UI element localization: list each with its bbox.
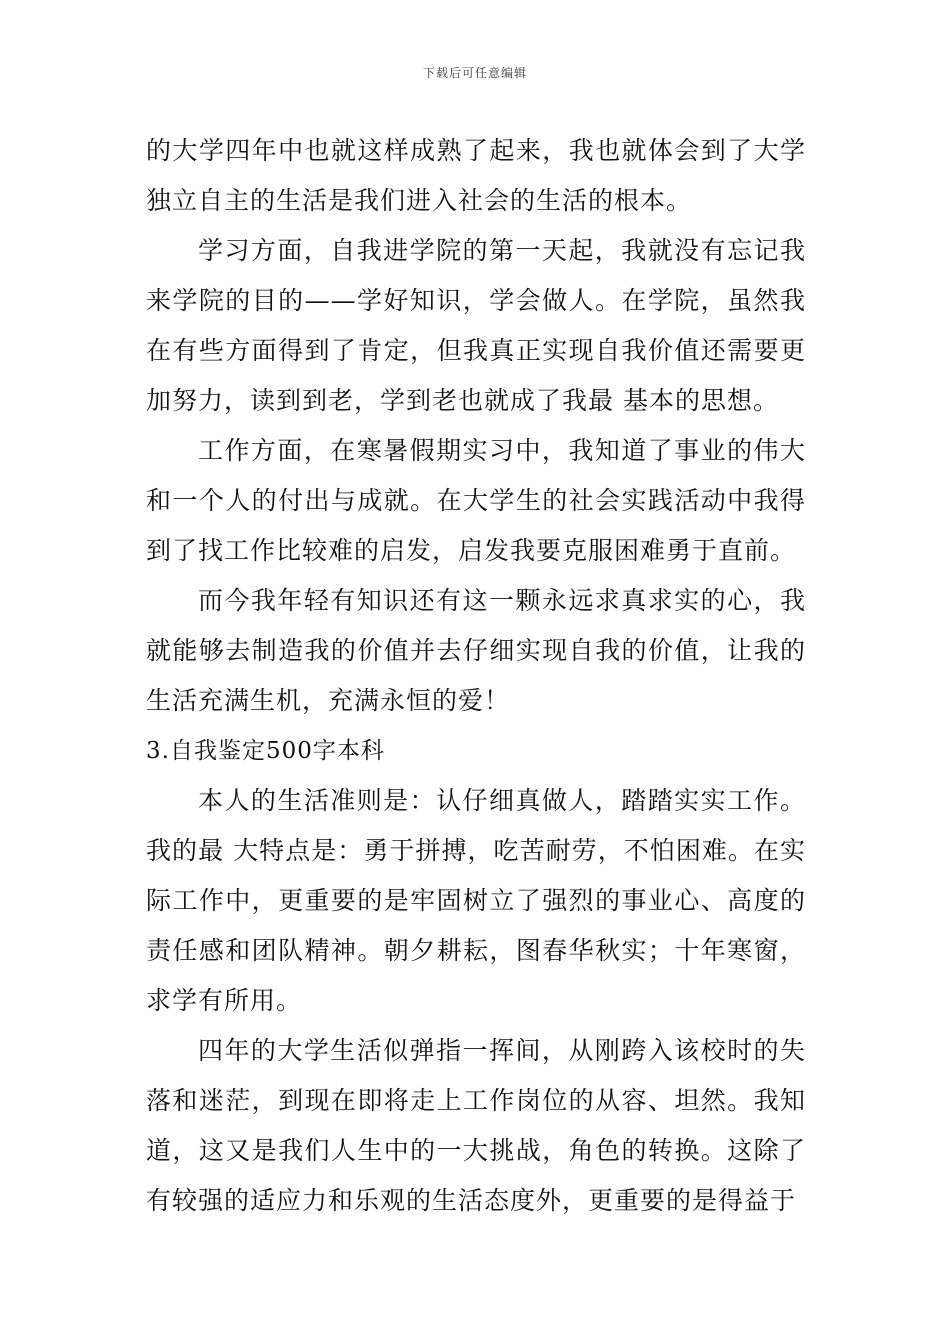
paragraph-study: 学习方面，自我进学院的第一天起，我就没有忘记我来学院的目的——学好知识，学会做人。在学院，虽然我在有些方面得到了肯定，但我真正实现自我价值还需要更加努力，读到到老，学到老也就成了我最 基本的思想。 [146, 236, 806, 415]
page-header: 下载后可任意编辑 [422, 66, 527, 80]
paragraph-continuation: 的大学四年中也就这样成熟了起来，我也就体会到了大学独立自主的生活是我们进入社会的生活的根本。 [146, 136, 806, 215]
paragraph-conclusion: 而今我年轻有知识还有这一颗永远求真求实的心，我就能够去制造我的价值并去仔细实现自我的价值，让我的生活充满生机，充满永恒的爱！ [146, 586, 806, 715]
paragraph-university-life: 四年的大学生活似弹指一挥间，从刚跨入该校时的失落和迷茫，到现在即将走上工作岗位的从容、坦然。我知道，这又是我们人生中的一大挑战，角色的转换。这除了有较强的适应力和乐观的生活态度外，更重要的是得益于 [146, 1036, 806, 1215]
paragraph-work: 工作方面，在寒暑假期实习中，我知道了事业的伟大和一个人的付出与成就。在大学生的社会实践活动中我得到了找工作比较难的启发，启发我要克服困难勇于直前。 [146, 436, 806, 565]
document-body [146, 126, 806, 1226]
paragraph-principles: 本人的生活准则是：认仔细真做人，踏踏实实工作。我的最 大特点是：勇于拼搏，吃苦耐劳，不怕困难。在实际工作中，更重要的是牢固树立了强烈的事业心、高度的责任感和团队精神。朝夕耕耘，图春华秋实；十年寒窗，求学有所用。 [146, 786, 806, 1015]
section-heading: 3.自我鉴定500字本科 [146, 738, 385, 764]
